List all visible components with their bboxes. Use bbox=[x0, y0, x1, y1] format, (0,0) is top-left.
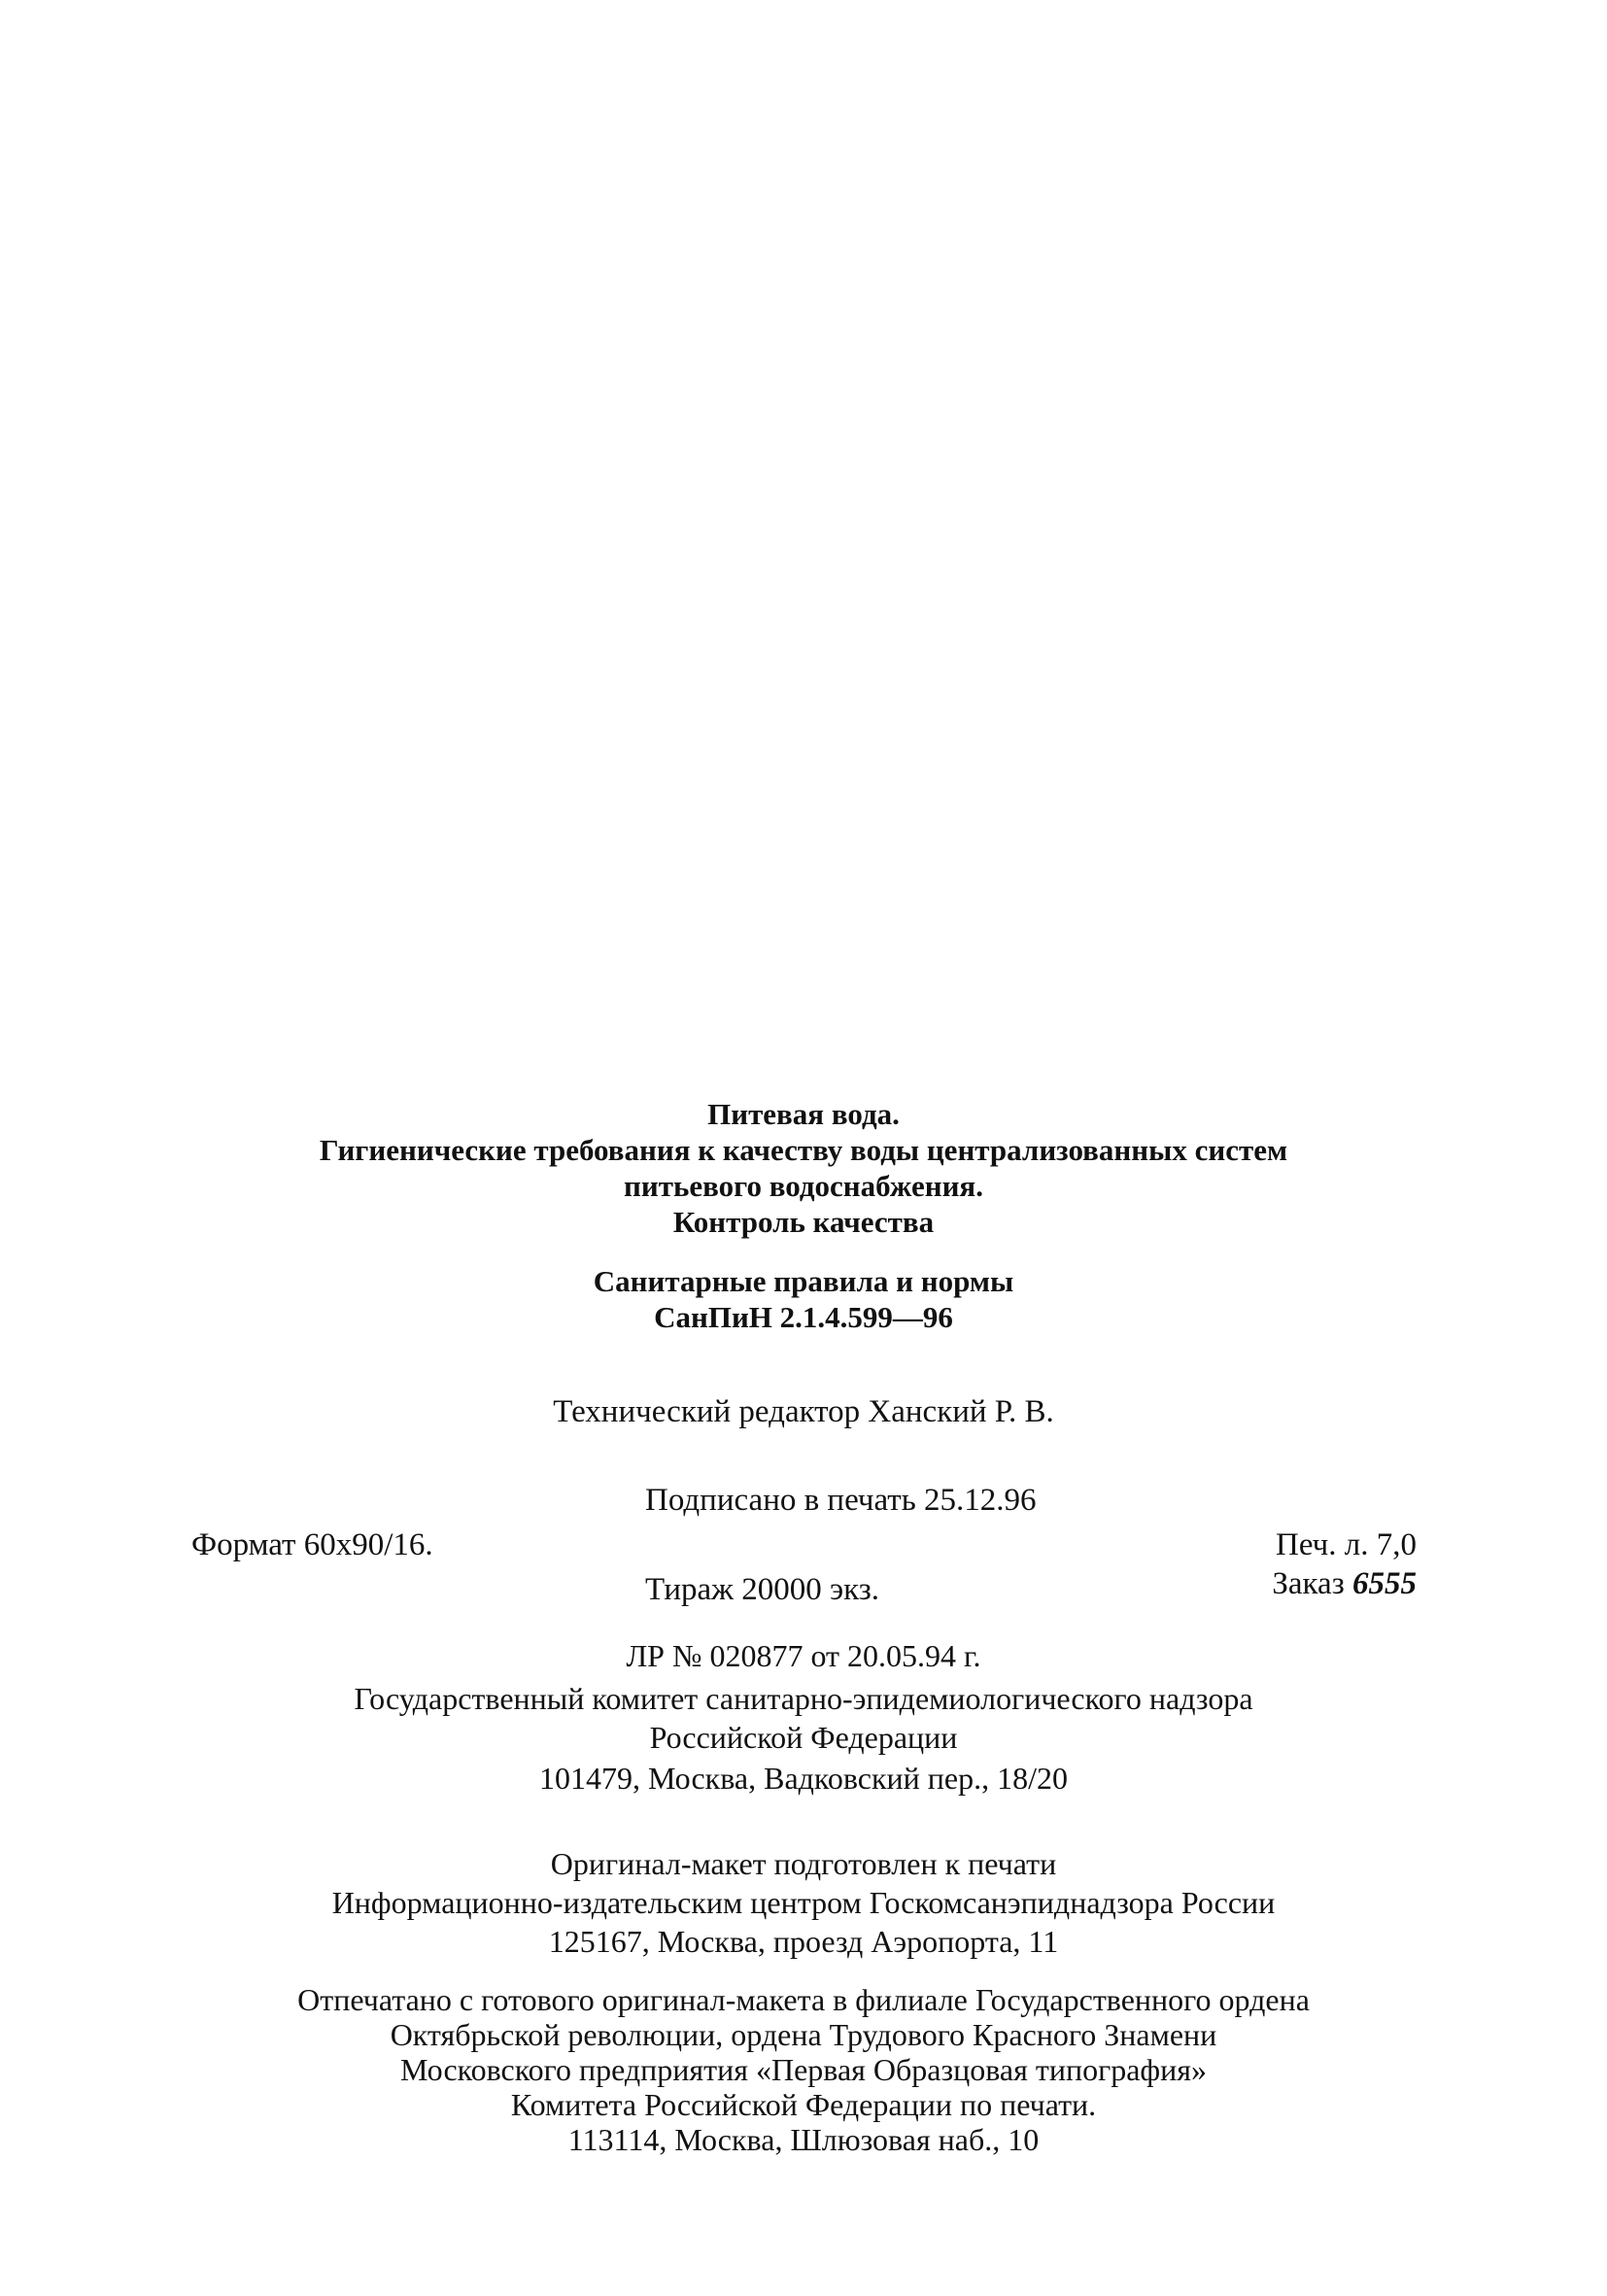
order-line bbox=[1272, 1564, 1417, 1603]
editor-line: Технический редактор Ханский Р. В. bbox=[553, 1394, 1054, 1429]
format-text: Формат 60х90/16. bbox=[191, 1527, 433, 1562]
title-line: Гигиенические требования к качеству воды централизованных систем bbox=[319, 1133, 1288, 1167]
committee-address bbox=[0, 1759, 1607, 1798]
title-line: питьевого водоснабжения. bbox=[624, 1169, 983, 1203]
committee-line: Государственный комитет санитарно-эпидемиологического надзора bbox=[354, 1681, 1253, 1716]
signed-date: Подписано в печать 25.12.96 bbox=[645, 1483, 1037, 1518]
rules-code: СанПиН 2.1.4.599—96 bbox=[654, 1300, 953, 1334]
maker-line: Оригинал-макет подготовлен к печати bbox=[550, 1846, 1057, 1881]
committee-name bbox=[0, 1679, 1607, 1757]
printer-info bbox=[0, 1982, 1607, 2157]
printer-line: Октябрьской революции, ордена Трудового Красного Знамени bbox=[390, 2017, 1217, 2052]
printed-sheets: Печ. л. 7,0 bbox=[1276, 1527, 1417, 1562]
printer-line: 113114, Москва, Шлюзовая наб., 10 bbox=[567, 2122, 1040, 2157]
print-run: Тираж 20000 экз. bbox=[645, 1572, 879, 1607]
technical-editor bbox=[0, 1392, 1607, 1431]
imprint-middle bbox=[645, 1481, 1037, 1609]
layout-maker-info bbox=[0, 1844, 1607, 1961]
printer-line: Комитета Российской Федерации по печати. bbox=[510, 2087, 1097, 2122]
committee-line: Российской Федерации bbox=[649, 1720, 958, 1755]
sanitary-rules-heading bbox=[0, 1263, 1607, 1335]
order-number: 6555 bbox=[1352, 1566, 1417, 1601]
address-line: 101479, Москва, Вадковский пер., 18/20 bbox=[539, 1761, 1068, 1796]
license-number bbox=[0, 1636, 1607, 1675]
imprint-details bbox=[0, 1481, 1607, 1617]
maker-line: 125167, Москва, проезд Аэропорта, 11 bbox=[548, 1924, 1059, 1959]
title-line: Контроль качества bbox=[672, 1205, 935, 1239]
license-line: ЛР № 020877 от 20.05.94 г. bbox=[626, 1638, 981, 1673]
printer-line: Отпечатано с готового оригинал-макета в филиале Государственного ордена bbox=[297, 1982, 1310, 2017]
imprint-right bbox=[1272, 1525, 1417, 1603]
rules-line: Санитарные правила и нормы bbox=[593, 1264, 1014, 1298]
maker-line: Информационно-издательским центром Госкомсанэпиднадзора России bbox=[331, 1885, 1276, 1920]
order-label: Заказ bbox=[1272, 1566, 1345, 1601]
printer-line: Московского предприятия «Первая Образцовая типография» bbox=[400, 2052, 1207, 2087]
document-title bbox=[0, 1096, 1607, 1240]
title-line: Питевая вода. bbox=[707, 1097, 900, 1131]
